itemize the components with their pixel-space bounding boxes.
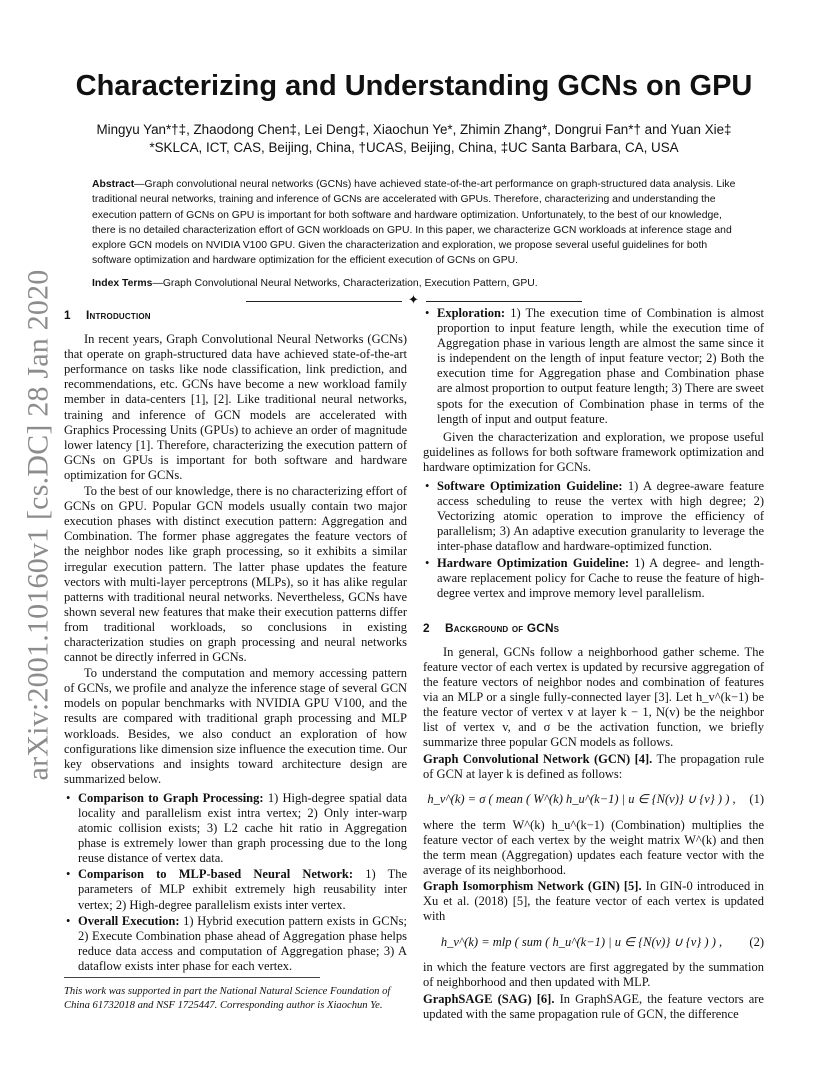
index-terms-label: Index Terms <box>92 277 153 289</box>
equation-1 <box>423 788 764 812</box>
abstract <box>92 177 737 291</box>
guidelines-list <box>423 479 764 601</box>
separator-rule-right <box>426 301 582 302</box>
right-column <box>423 306 764 1022</box>
left-column <box>64 306 407 975</box>
arxiv-identifier <box>18 269 58 781</box>
equation-1-number: (1) <box>749 792 764 807</box>
list-item-text: 1) The parameters of MLP exhibit extremely high reusability inter vertex; 2) High-degree parallelism exists inter vertex. <box>78 867 408 912</box>
list-item-head: Exploration: <box>437 306 506 320</box>
equation-2-body: h_v^(k) = mlp ( sum ( h_u^(k−1) | u ∈ {N(v)} ∪ {v} ) ) , <box>440 934 723 949</box>
list-item-text: 1) High-degree spatial data locality and parallelism exist intra vertex; 2) Only inter-warp atomic collision exists; 3) L2 cache hit ratio in Aggregation phase is extremely lower than graph processing due to the long reuse distance of vertex data. <box>78 790 407 866</box>
abstract-label: Abstract <box>92 179 135 190</box>
list-item-head: Overall Execution: <box>78 913 180 928</box>
separator-rule-left <box>246 301 402 302</box>
section-number: 2 <box>423 620 430 635</box>
observations-list <box>64 791 407 974</box>
gin-text: In GIN-0 introduced in Xu et al. (2018) [5], the feature vector of each vertex is updated with <box>423 879 764 924</box>
abstract-paragraph <box>92 177 737 269</box>
index-terms <box>92 276 737 291</box>
list-item-text: 1) Hybrid execution pattern exists in GCNs; 2) Execute Combination phase ahead of Aggregation phase helps reduce data access and computation of Aggregation phase; 3) A dataflow exists inter phase for each vertex. <box>78 913 407 973</box>
footnote-rule <box>64 977 320 978</box>
list-item-head: Software Optimization Guideline: <box>437 479 623 494</box>
intro-paragraph-2: To the best of our knowledge, there is no characterizing effort of GCNs on GPU. Popular GCN models usually contain two major execution phases with distinct execution pattern: Aggregation and Combination. The former phase aggregates the feature vectors of the neighbor nodes like graph processing, so it exhibits a similar irregular execution pattern. The latter phase updates the feature vectors with multi-layer perceptrons (MLPs), so it has alike regular patterns with traditional neural networks. Nevertheless, GCNs have shown several new features that make their execution patterns differ from traditional workloads, so conclusions in existing characterization studies on graph processing and neural networks cannot be directly inferred in GCNs. <box>64 484 407 665</box>
equation-2 <box>423 930 764 954</box>
intro-paragraph-1: In recent years, Graph Convolutional Neural Networks (GCNs) that operate on graph-structured data have achieved state-of-the-art performance on tasks like node classification, link prediction, and recommendations, etc. GCNs have become a new workload family member in data-centers [1], [2]. Like traditional neural networks, training and inference of GCN models are accelerated with Graphics Processing Units (GPUs) to achieve an order of magnitude lower latency [1]. Therefore, characterizing the execution pattern of GCNs on GPUs is important for both software and hardware optimization for GCNs. <box>64 332 407 482</box>
list-item <box>423 306 764 427</box>
list-item <box>64 867 407 912</box>
gcn-text: The propagation rule of GCN at layer k is defined as follows: <box>423 751 764 781</box>
section-number: 1 <box>64 308 71 322</box>
after-equation-2: in which the feature vectors are first aggregated by the summation of neighborhood and then updated with MLP. <box>423 960 764 990</box>
list-item <box>423 479 764 554</box>
author-block <box>0 121 828 157</box>
list-item-head: Comparison to MLP-based Neural Network: <box>78 867 354 882</box>
intro-paragraph-3: To understand the computation and memory accessing pattern of GCNs, we profile and analyze the inference stage of several GCN models on popular benchmarks with NVIDIA GPU V100, and the results are compared with traditional graph processing and MLP workloads. Besides, we also conduct an exploration of how configurations like dimension size influence the execution time. Our key observations and insights toward architecture design are summarized below. <box>64 666 407 786</box>
section-title: Introduction <box>86 308 151 322</box>
sage-heading: GraphSAGE (SAG) [6]. <box>423 991 555 1006</box>
equation-1-body: h_v^(k) = σ ( mean ( W^(k) h_u^(k−1) | u ∈ {N(v)} ∪ {v} ) ) , <box>427 792 736 807</box>
separator-diamond-icon: ✦ <box>408 293 419 308</box>
section-heading-background <box>423 621 764 636</box>
list-item-head: Hardware Optimization Guideline: <box>437 555 630 570</box>
arxiv-identifier-text: arXiv:2001.10160v1 [cs.DC] 28 Jan 2020 <box>21 269 55 781</box>
paper-title: Characterizing and Understanding GCNs on GPU <box>75 70 753 102</box>
sage-text: In GraphSAGE, the feature vectors are updated with the same propagation rule of GCN, the difference <box>423 991 764 1021</box>
equation-2-number: (2) <box>749 934 764 949</box>
section-title: Background of GCNs <box>445 620 560 635</box>
gcn-heading: Graph Convolutional Network (GCN) [4]. <box>423 751 653 766</box>
gin-heading: Graph Isomorphism Network (GIN) [5]. <box>423 879 642 894</box>
list-item-head: Comparison to Graph Processing: <box>78 790 264 805</box>
background-paragraph-1: In general, GCNs follow a neighborhood gather scheme. The feature vector of each vertex is updated by recursive aggregation of the feature vectors of neighbor nodes and combination of features via an MLP or a single fully-connected layer [3]. Let h_v^(k−1) be the feature vector of vertex v at layer k − 1, N(v) be the neighbor list of vertex v, and σ be the activation function, we briefly summarize three popular GCN models as follows. <box>423 644 764 750</box>
list-item-text: 1) A degree-aware feature access scheduling to reuse the vertex with high degree; 2) Vectorizing atomic operation to improve the efficiency of parallelism; 3) An adaptive execution granularity to leverage the inter-phase dataflow and hardware-optimized function. <box>437 479 765 554</box>
guidelines-intro: Given the characterization and exploration, we propose useful guidelines as follows for both software framework optimization and hardware optimization for GCNs. <box>423 429 764 474</box>
list-item <box>64 914 407 974</box>
authors-line: Mingyu Yan*†‡, Zhaodong Chen‡, Lei Deng‡, Xiaochun Ye*, Zhimin Zhang*, Dongrui Fan*† and Yuan Xie‡ <box>96 122 732 137</box>
sage-paragraph <box>423 992 764 1022</box>
index-terms-text: —Graph Convolutional Neural Networks, Characterization, Execution Pattern, GPU. <box>152 277 538 289</box>
list-item-text: 1) A degree- and length-aware replacement policy for Cache to reuse the feature of high-degree vertex and improve memory level parallelism. <box>437 555 765 600</box>
abstract-text: —Graph convolutional neural networks (GCNs) have achieved state-of-the-art performance on graph-structured data analysis. Like traditional neural networks, training and inference of GCNs are accelerated with GPUs. Therefore, characterizing and understanding the execution pattern of GCNs on GPU is important for both software and hardware optimization. Unfortunately, to the best of our knowledge, there is no detailed characterization effort of GCN workloads on GPU. In this paper, we characterize GCN workloads at inference stage and explore GCN models on NVIDIA V100 GPU. Given the characterization and exploration, we propose several useful guidelines for both software optimization and hardware optimization for the efficient execution of GCNs on GPU. <box>92 179 736 267</box>
footnote: This work was supported in part the National Natural Science Foundation of China 61732018 and NSF 1725447. Corresponding author is Xiaochun Ye. <box>64 986 391 1011</box>
list-item <box>423 556 764 601</box>
affiliations-line: *SKLCA, ICT, CAS, Beijing, China, †UCAS, Beijing, China, ‡UC Santa Barbara, CA, USA <box>149 140 679 155</box>
after-equation-1: where the term W^(k) h_u^(k−1) (Combination) multiplies the feature vector of each vertex by the weight matrix W^(k) and then the term mean (Aggregation) updates each feature vector with the average of its neighborhood. <box>423 817 764 877</box>
exploration-list <box>423 306 764 427</box>
section-heading-introduction <box>64 308 407 323</box>
gin-paragraph <box>423 879 764 924</box>
list-item <box>64 791 407 866</box>
list-item-text: 1) The execution time of Combination is almost proportion to input feature length, while the execution time of Aggregation phase in various length are almost the same since it is independent on the length of input feature vector; 2) Both the execution time for Aggregation phase and Combination phase are almost proportion to output feature length; 3) There are sweet spots for the execution of Combination phase in terms of the length of input and output feature. <box>437 306 764 426</box>
gcn-paragraph <box>423 752 764 782</box>
